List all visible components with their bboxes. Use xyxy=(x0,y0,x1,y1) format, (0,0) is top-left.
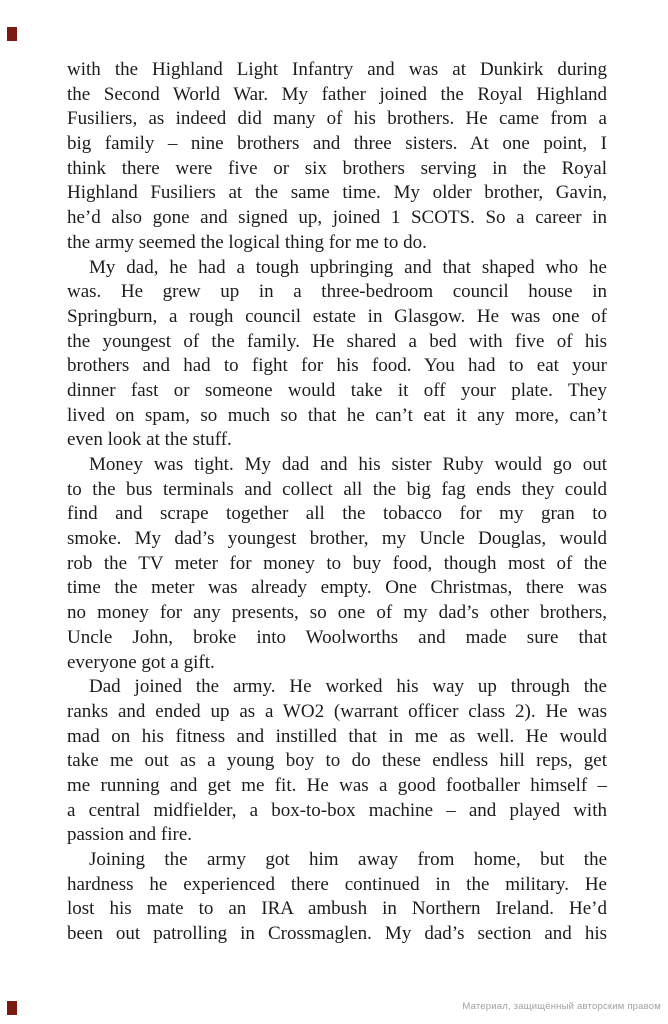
text-line: ranks and ended up as a WO2 (warrant officer class 2). He was xyxy=(67,700,607,722)
text-line: everyone got a gift. xyxy=(67,651,215,673)
text-line: brothers and had to fight for his food. You had to eat your xyxy=(67,355,607,377)
text-line: passion and fire. xyxy=(67,824,193,846)
text-line: with the Highland Light Infantry and was at Dunkirk during xyxy=(67,59,607,80)
text-line: the youngest of the family. He shared a bed with five of his xyxy=(67,330,607,352)
text-line: he’d also gone and signed up, joined 1 SCOTS. So a career in xyxy=(67,207,607,229)
text-line: time the meter was already empty. One Christmas, there was xyxy=(67,577,607,599)
text-line: mad on his fitness and instilled that in me as well. He would xyxy=(67,725,607,747)
text-line: lost his mate to an IRA ambush in Northern Ireland. He’d xyxy=(67,898,607,920)
page-text xyxy=(67,58,607,947)
text-line: Fusiliers, as indeed did many of his brothers. He came from a xyxy=(67,108,607,130)
text-line: find and scrape together all the tobacco for my gran to xyxy=(67,503,607,525)
text-line: me running and get me fit. He was a good footballer himself – xyxy=(67,774,607,796)
text-line: was. He grew up in a three-bedroom council house in xyxy=(67,281,607,303)
text-line: a central midfielder, a box-to-box machine – and played with xyxy=(67,799,607,821)
text-line: take me out as a young boy to do these endless hill reps, get xyxy=(67,750,607,772)
text-line: Springburn, a rough council estate in Glasgow. He was one of xyxy=(67,305,607,327)
text-line: been out patrolling in Crossmaglen. My dad’s section and his xyxy=(67,923,607,945)
text-line: Dad joined the army. He worked his way up through the xyxy=(89,676,607,698)
text-line: big family – nine brothers and three sisters. At one point, I xyxy=(67,133,607,155)
text-line: even look at the stuff. xyxy=(67,429,232,451)
text-line: lived on spam, so much so that he can’t eat it any more, can’t xyxy=(67,404,607,426)
scan-mark-top-left xyxy=(7,27,17,41)
scan-mark-bottom-left xyxy=(7,1001,17,1015)
text-line: rob the TV meter for money to buy food, though most of the xyxy=(67,552,607,574)
text-line: My dad, he had a tough upbringing and that shaped who he xyxy=(89,256,607,278)
copyright-notice: Материал, защищённый авторским правом xyxy=(462,1001,661,1012)
text-line: to the bus terminals and collect all the big fag ends they could xyxy=(67,478,607,500)
text-line: dinner fast or someone would take it off your plate. They xyxy=(67,379,607,401)
text-line: Uncle John, broke into Woolworths and made sure that xyxy=(67,626,607,648)
text-line: no money for any presents, so one of my dad’s other brothers, xyxy=(67,602,607,624)
text-line: think there were five or six brothers serving in the Royal xyxy=(67,157,607,179)
text-line: smoke. My dad’s youngest brother, my Uncle Douglas, would xyxy=(67,528,607,550)
text-line: Highland Fusiliers at the same time. My older brother, Gavin, xyxy=(67,182,607,204)
text-line: Joining the army got him away from home, but the xyxy=(89,849,607,870)
text-line: hardness he experienced there continued in the military. He xyxy=(67,873,607,895)
text-line: the Second World War. My father joined the Royal Highland xyxy=(67,83,607,105)
text-line: the army seemed the logical thing for me to do. xyxy=(67,231,427,253)
text-line: Money was tight. My dad and his sister Ruby would go out xyxy=(89,454,607,475)
